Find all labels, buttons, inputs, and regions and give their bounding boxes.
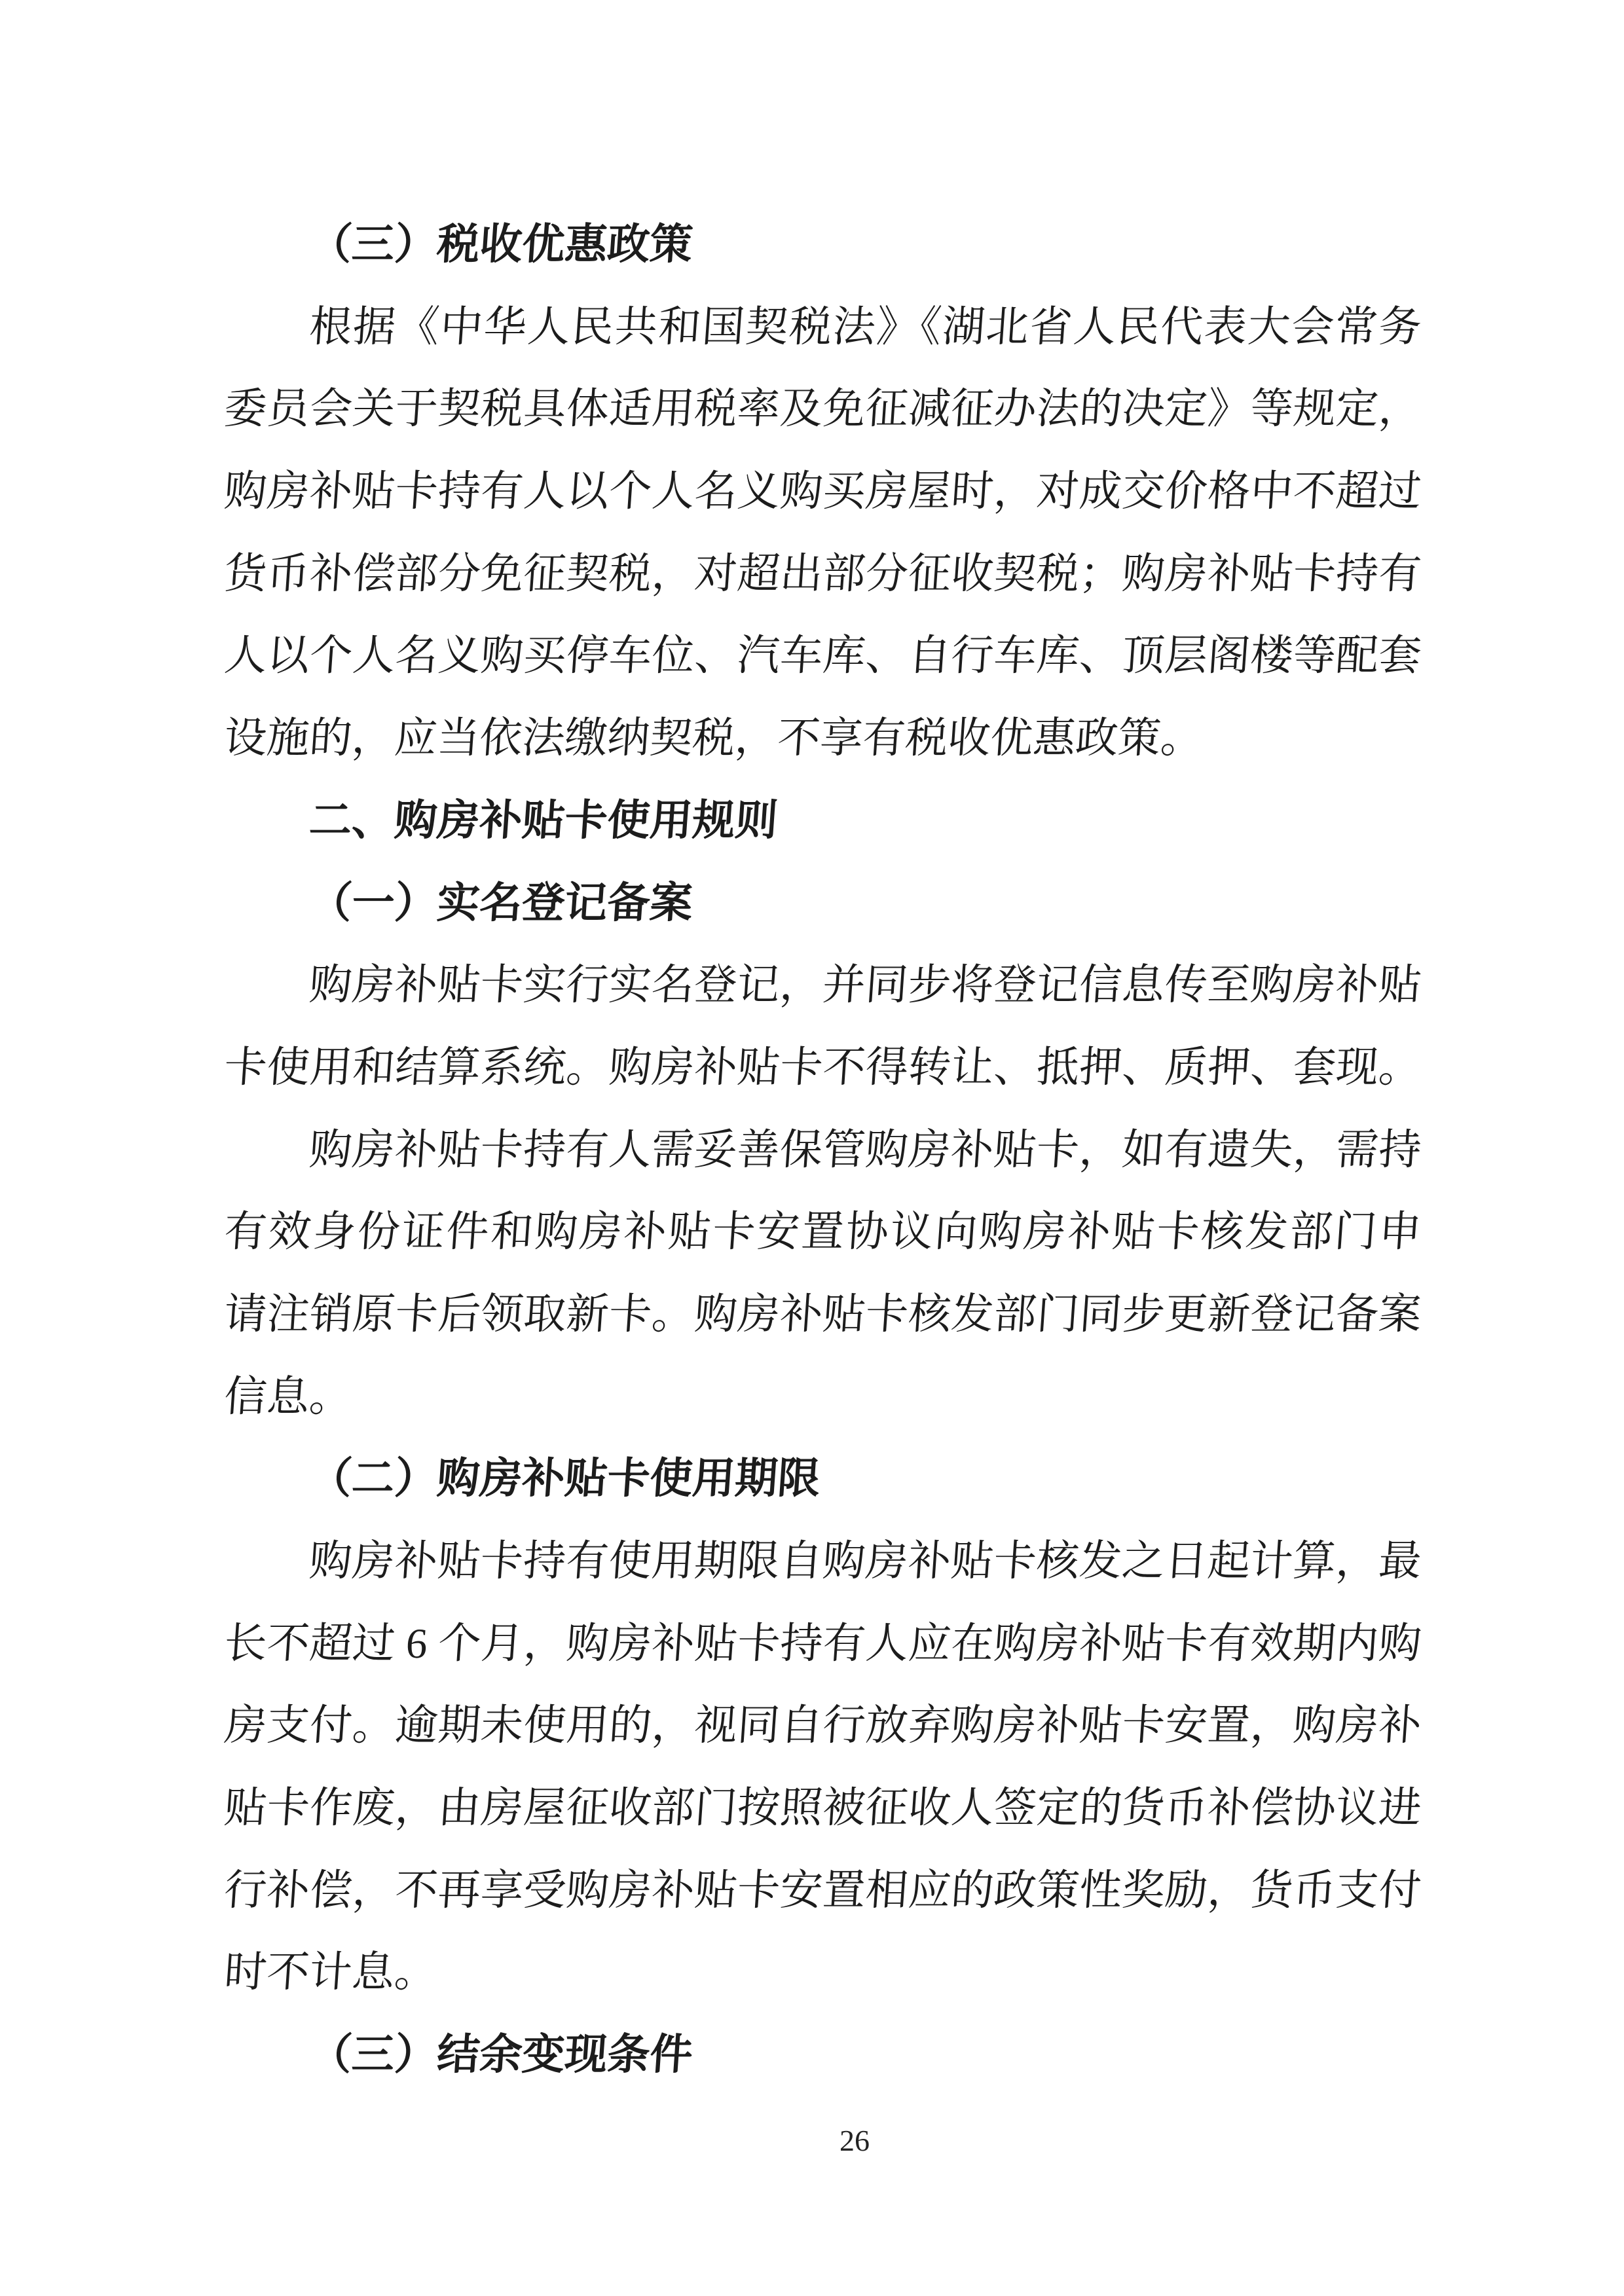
body-text-line: 购房补贴卡实行实名登记，并同步将登记信息传至购房补贴: [307, 962, 1423, 1010]
section-heading: （二）购房补贴卡使用期限: [307, 1455, 822, 1503]
body-text-line: 房支付。逾期未使用的，视同自行放弃购房补贴卡安置，购房补: [222, 1702, 1423, 1750]
section-heading: （一）实名登记备案: [307, 879, 694, 927]
body-text-line: 设施的，应当依法缴纳契税，不享有税收优惠政策。: [222, 715, 1205, 763]
body-text-line: 请注销原卡后领取新卡。购房补贴卡核发部门同步更新登记备案: [222, 1290, 1423, 1338]
body-text-line: 贴卡作废，由房屋征收部门按照被征收人签定的货币补偿协议进: [222, 1785, 1423, 1832]
body-text-line: 人以个人名义购买停车位、汽车库、自行车库、顶层阁楼等配套: [222, 632, 1423, 680]
body-text-line: 委员会关于契税具体适用税率及免征减征办法的决定》等规定，: [222, 386, 1423, 433]
body-text-line: 购房补贴卡持有人以个人名义购买房屋时，对成交价格中不超过: [222, 468, 1423, 516]
page-number: 26: [840, 2124, 870, 2157]
body-text-line: 长不超过 6 个月，购房补贴卡持有人应在购房补贴卡有效期内购: [222, 1620, 1423, 1667]
body-text-line: 购房补贴卡持有人需妥善保管购房补贴卡，如有遗失，需持: [307, 1126, 1423, 1174]
section-heading: （三）税收优惠政策: [307, 221, 694, 268]
body-text-line: 信息。: [222, 1373, 354, 1421]
body-text-line: 根据《中华人民共和国契税法》《湖北省人民代表大会常务: [307, 303, 1423, 351]
section-heading: （三）结余变现条件: [307, 2032, 694, 2079]
body-text-line: 卡使用和结算系统。购房补贴卡不得转让、抵押、质押、套现。: [222, 1044, 1423, 1091]
body-text-line: 行补偿，不再享受购房补贴卡安置相应的政策性奖励，货币支付: [222, 1867, 1423, 1914]
body-text-line: 有效身份证件和购房补贴卡安置协议向购房补贴卡核发部门申: [222, 1209, 1423, 1256]
body-text-line: 时不计息。: [222, 1949, 439, 1997]
document-text-block: [221, 204, 1423, 2097]
body-text-line: 货币补偿部分免征契税，对超出部分征收契税；购房补贴卡持有: [222, 550, 1423, 598]
section-heading: 二、购房补贴卡使用规则: [307, 797, 779, 845]
body-text-line: 购房补贴卡持有使用期限自购房补贴卡核发之日起计算，最: [307, 1538, 1423, 1585]
